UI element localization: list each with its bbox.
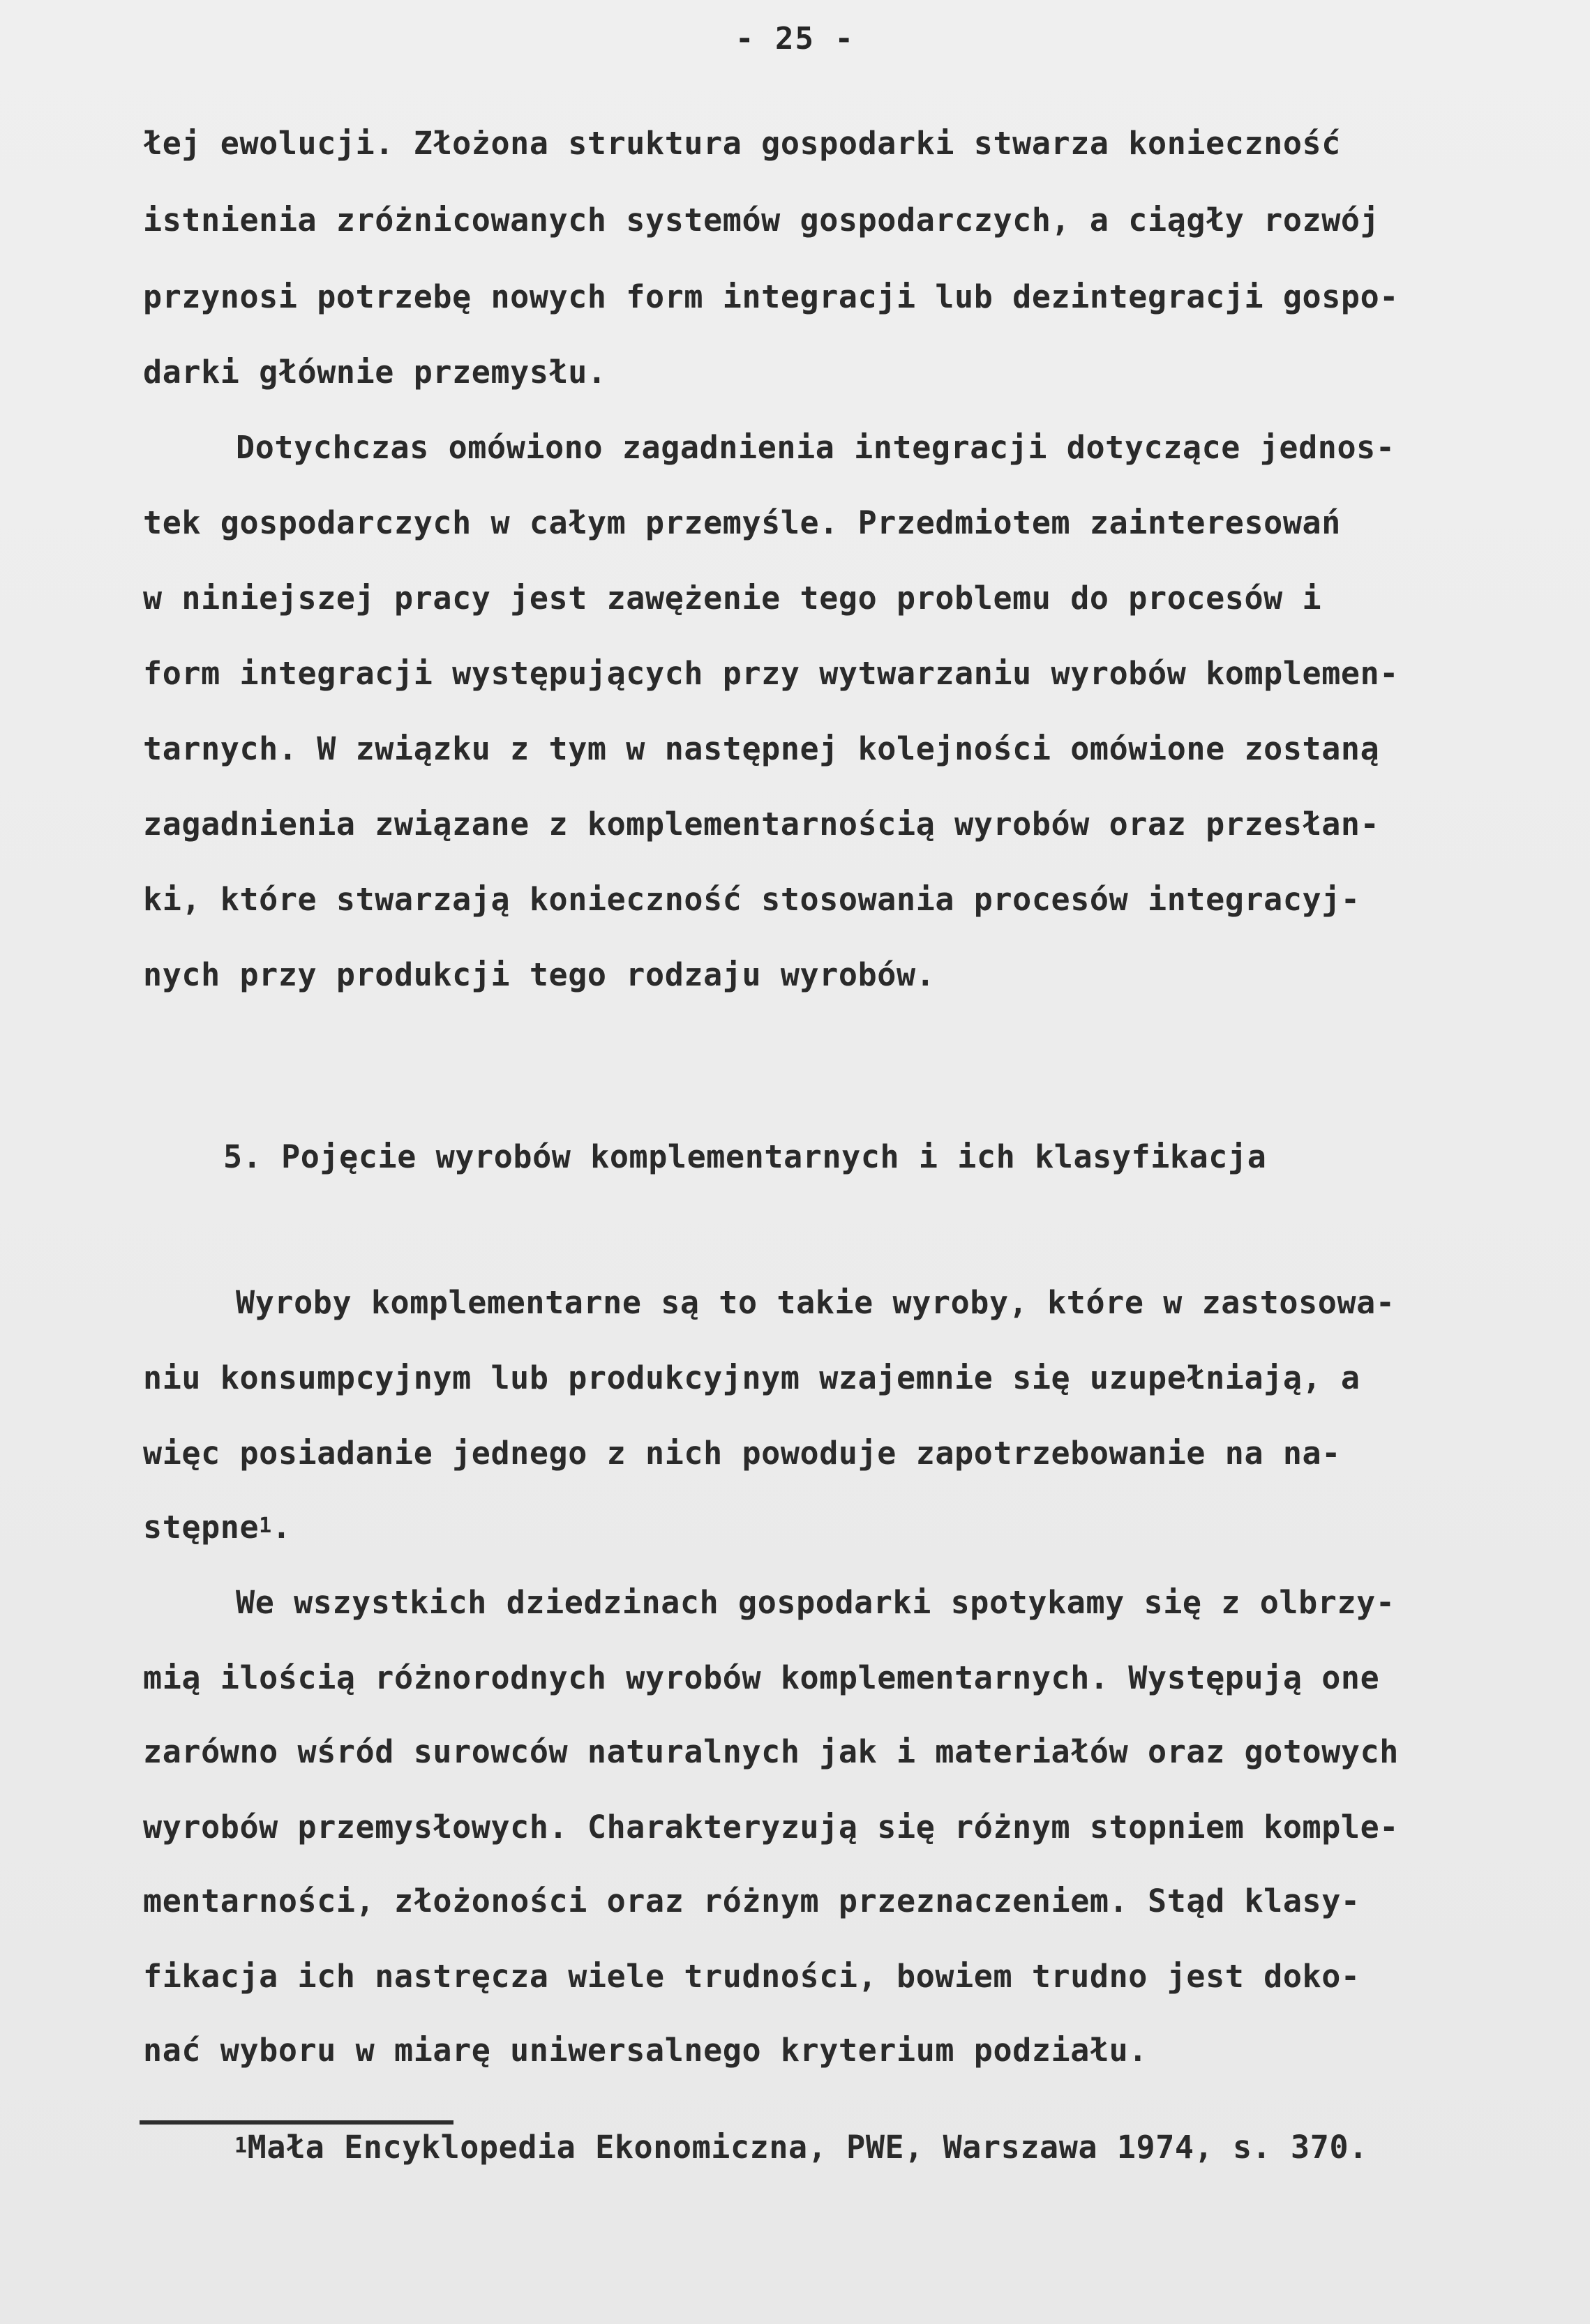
- text-line: przynosi potrzebę nowych form integracji lub dezintegracji gospo-: [143, 278, 1399, 315]
- text-line: istnienia zróżnicowanych systemów gospodarczych, a ciągły rozwój: [143, 202, 1380, 239]
- text-line: mią ilością różnorodnych wyrobów komplementarnych. Występują one: [143, 1659, 1380, 1696]
- text-line: w niniejszej pracy jest zawężenie tego problemu do procesów i: [143, 580, 1322, 617]
- text-line: stępne: [143, 1509, 260, 1546]
- footnote: [234, 2129, 1368, 2166]
- text-line: tarnych. W związku z tym w następnej kolejności omówione zostaną: [143, 730, 1380, 767]
- text-line: Wyroby komplementarne są to takie wyroby, które w zastosowa-: [236, 1284, 1395, 1321]
- footnote-marker: 1: [234, 2134, 248, 2158]
- text-line: zagadnienia związane z komplementarnością wyrobów oraz przesłan-: [143, 806, 1380, 843]
- text-line: wyrobów przemysłowych. Charakteryzują się różnym stopniem komple-: [143, 1809, 1399, 1846]
- text-line: Dotychczas omówiono zagadnienia integracji dotyczące jednos-: [236, 429, 1395, 466]
- text-line: niu konsumpcyjnym lub produkcyjnym wzajemnie się uzupełniają, a: [143, 1359, 1360, 1396]
- text-line: fikacja ich nastręcza wiele trudności, bowiem trudno jest doko-: [143, 1958, 1360, 1995]
- text-line: We wszystkich dziedzinach gospodarki spotykamy się z olbrzy-: [236, 1584, 1395, 1621]
- text-line: nać wyboru w miarę uniwersalnego kryterium podziału.: [143, 2032, 1148, 2069]
- text-line: łej ewolucji. Złożona struktura gospodarki stwarza konieczność: [143, 125, 1341, 162]
- section-heading: 5. Pojęcie wyrobów komplementarnych i ich klasyfikacja: [223, 1138, 1267, 1175]
- text-line: darki głównie przemysłu.: [143, 354, 607, 391]
- text-line: nych przy produkcji tego rodzaju wyrobów.: [143, 956, 936, 993]
- text-line: ki, które stwarzają konieczność stosowania procesów integracyj-: [143, 881, 1360, 918]
- footnote-text: Mała Encyklopedia Ekonomiczna, PWE, Warszawa 1974, s. 370.: [247, 2129, 1368, 2166]
- page-number: - 25 -: [735, 21, 855, 56]
- text-line-with-footnote: [143, 1508, 292, 1551]
- footnote-reference: 1: [259, 1514, 272, 1538]
- text-line: tek gospodarczych w całym przemyśle. Przedmiotem zainteresowań: [143, 504, 1341, 541]
- text-line: więc posiadanie jednego z nich powoduje zapotrzebowanie na na-: [143, 1435, 1341, 1472]
- text-line: mentarności, złożoności oraz różnym przeznaczeniem. Stąd klasy-: [143, 1882, 1360, 1919]
- sentence-end: .: [271, 1509, 292, 1546]
- footnote-divider: [140, 2120, 453, 2125]
- text-line: zarówno wśród surowców naturalnych jak i materiałów oraz gotowych: [143, 1733, 1399, 1770]
- text-line: form integracji występujących przy wytwarzaniu wyrobów komplemen-: [143, 655, 1399, 692]
